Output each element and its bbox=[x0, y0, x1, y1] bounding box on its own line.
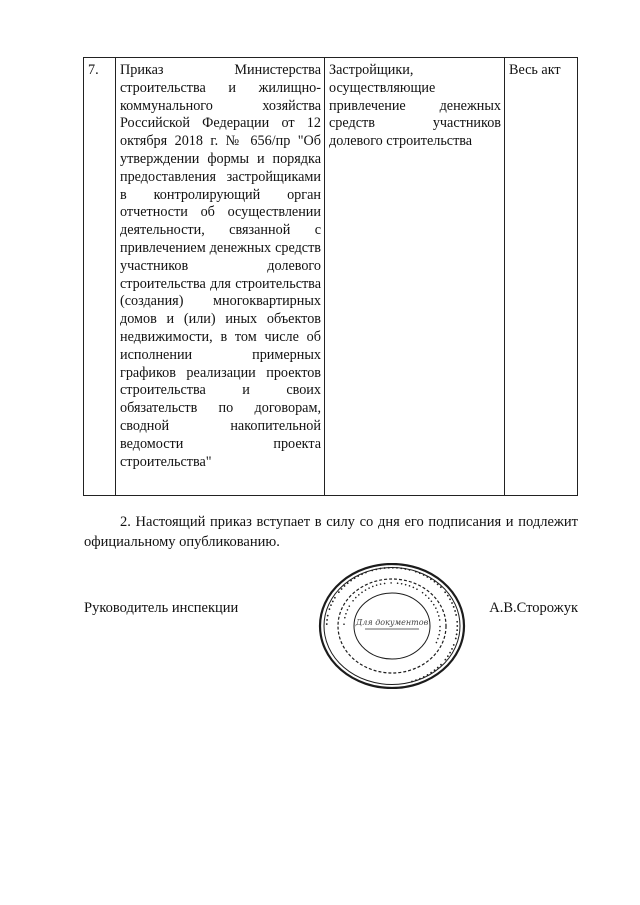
signatory-title: Руководитель инспекции bbox=[84, 600, 239, 616]
stamp-handwritten-note: Для документов bbox=[355, 618, 429, 627]
svg-text:• •••• •••••••••• • •••••• •••: • •••• •••••••••• • •••••• ••••••••• ••••• bbox=[341, 580, 443, 646]
application-scope: Весь акт bbox=[505, 58, 578, 496]
enforcement-paragraph: 2. Настоящий приказ вступает в силу со дня его подписания и подлежит официальному опубликованию. bbox=[84, 514, 578, 550]
row-number: 7. bbox=[84, 58, 116, 496]
applicable-subjects: Застройщики, осуществляющие привлечение денежных средств участников долевого строительства bbox=[325, 58, 505, 496]
signatory-name: А.В.Сторожук bbox=[489, 600, 578, 616]
table-row bbox=[84, 58, 578, 496]
document-title: Приказ Министерства строительства и жилищно-коммунального хозяйства Российской Федерации от 12 октября 2018 г. № 656/пр "Об утверждении формы и порядка предоставления застройщиками в контролирующий орган отчетности об осуществлении деятельности, связанной с привлечением денежных средств участников долевого строительства для строительства (создания) многоквартирных домов и (или) иных объектов недвижимости, в том числе об исполнении примерных графиков реализации проектов строительства и своих обязательств по договорам, сводной накопительной ведомости проекта строительства" bbox=[116, 58, 325, 496]
svg-text:••• •••• ••••••••• ••••••••••: ••• •••• ••••••••• •••••••••• •••••••• ••••••• ••••• ••••• ••••••••• bbox=[323, 564, 461, 685]
official-seal bbox=[317, 563, 467, 689]
acts-table bbox=[83, 57, 578, 496]
